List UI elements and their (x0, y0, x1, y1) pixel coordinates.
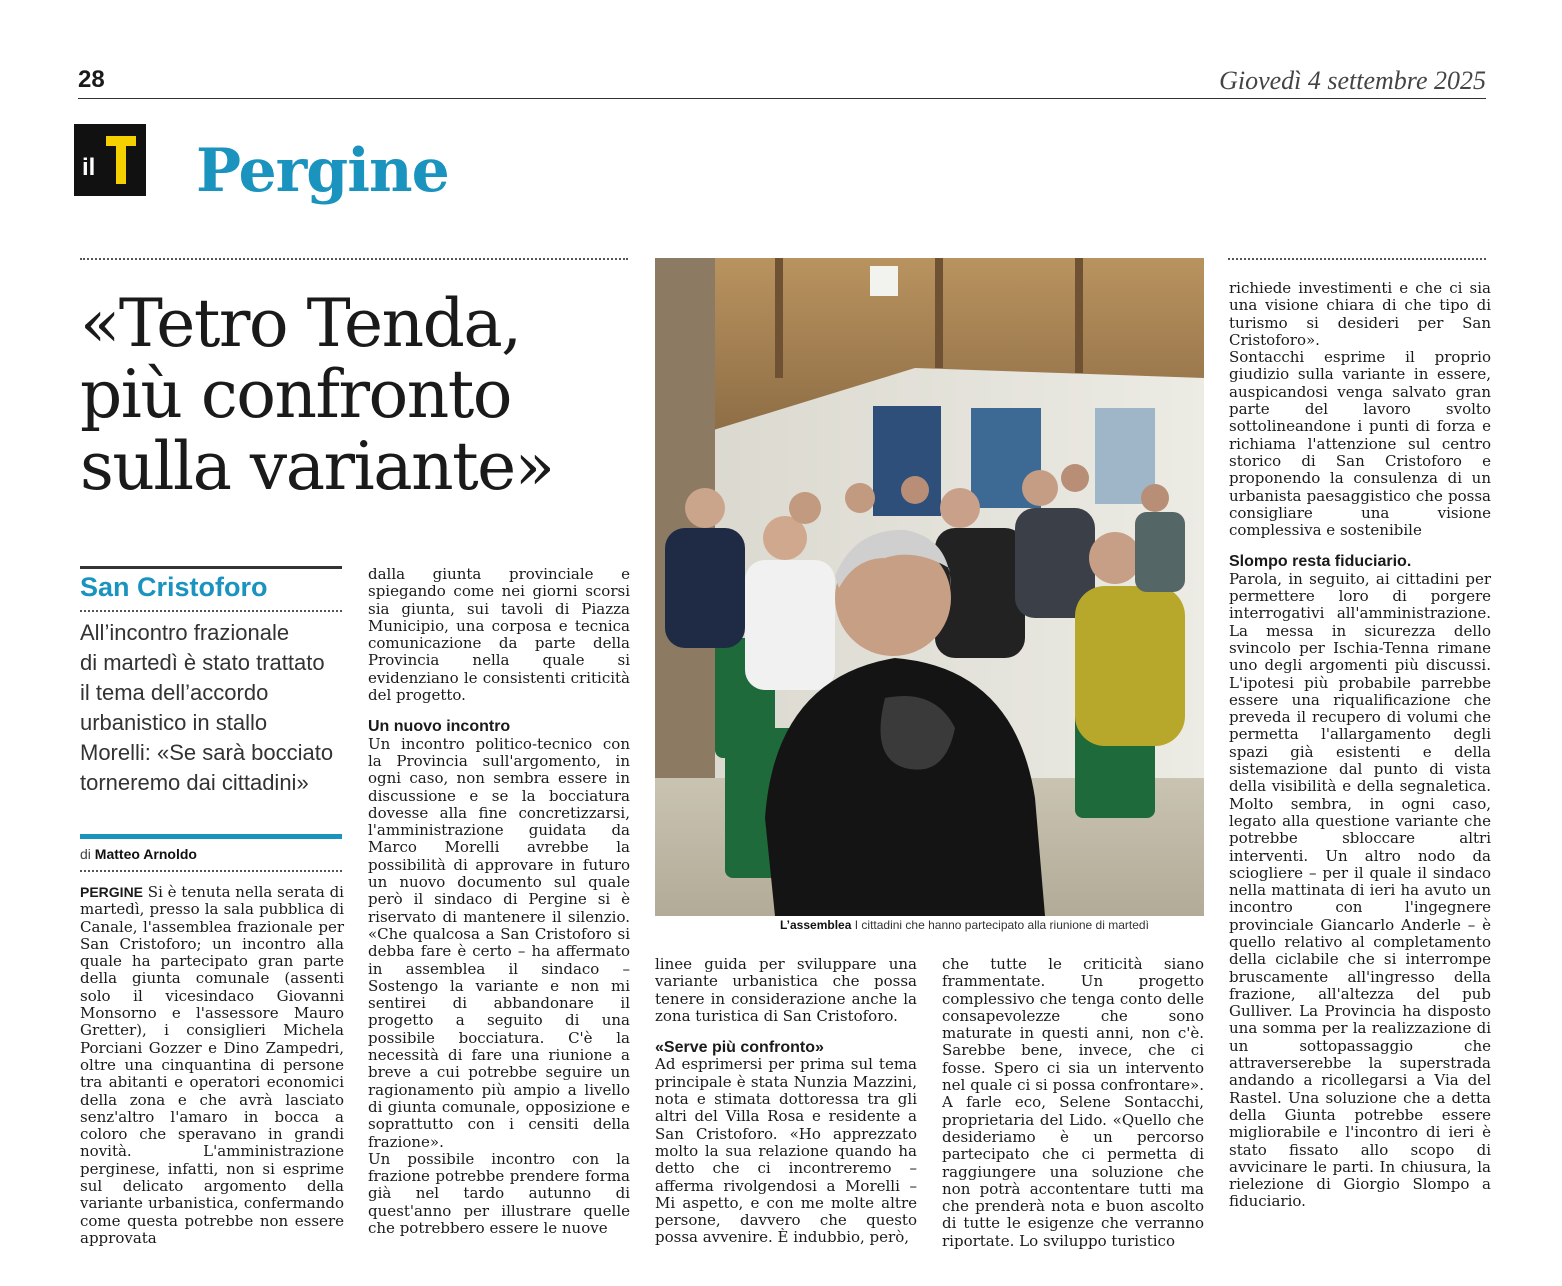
column-divider (1228, 258, 1486, 260)
newspaper-logo (74, 124, 146, 196)
header-rule (78, 98, 1486, 99)
body-paragraph: Ad esprimersi per prima sul tema principale è stata Nunzia Mazzini, nota e stimata dottoressa tra gli altri del Villa Rosa e residente a San Cristoforo. «Ho apprezzato molto la sua relazione quando ha detto che ci incontreremo – afferma rivolgendosi a Morelli – Mi aspetto, e con me molte altre persone, davvero che questo possa avvenire. È indubbio, però, (655, 1055, 917, 1247)
kicker-divider (80, 610, 342, 612)
article-column-3 (655, 956, 917, 1247)
deck-line: urbanistico in stallo (80, 710, 268, 735)
body-paragraph: linee guida per sviluppare una variante urbanistica che possa tenere in considerazione anche la zona turistica di San Cristoforo. (655, 955, 917, 1025)
body-text: Si è tenuta nella serata di martedì, presso la sala pubblica di Canale, l'assemblea frazionale per San Cristoforo; un incontro alla quale ha partecipato gran parte della giunta comunale (assenti solo il vicesindaco Giovanni Monsorno e l'assessore Mauro Gretter), i consiglieri Michela Porciani Gozzer e Dino Zampedri, oltre una cinquantina di persone tra abitanti e operatori economici della zona e che avrà lasciato senz'altro l'amaro in bocca a coloro che speravano in grandi novità. L'amministrazione perginese, infatti, non si esprime sul delicato argomento della variante urbanistica, confermando come questa potrebbe non essere approvata (80, 883, 344, 1247)
logo-t-stem (116, 136, 126, 184)
body-paragraph: Un incontro politico-tecnico con la Provincia sull'argomento, in ogni caso, non sembra essere in discussione e se la bocciatura dovesse alla fine concretizzarsi, l'amministrazione guidata da Marco Morelli avrebbe la possibilità di approvare in futuro un nuovo documento sul quale però il sindaco di Pergine si è riservato di mantenere il silenzio. «Che qualcosa a San Cristoforo si debba fare è certo – ha affermato in assemblea il sindaco – Sostengo la variante e non mi sentirei di abbandonare il progetto a seguito di una possibile bocciatura. C'è la necessità di fare una riunione a breve a cui potrebbe seguire un ragionamento più ampio a livello di giunta comunale, opposizione e soprattutto con i censiti della frazione». (368, 734, 630, 1151)
deck (80, 618, 346, 798)
deck-line: torneremo dai cittadini» (80, 770, 309, 795)
section-title: Pergine (196, 136, 449, 206)
dateline: PERGINE (80, 884, 144, 900)
kicker-rule (80, 566, 342, 569)
headline (80, 285, 640, 505)
photo-illustration (655, 258, 1204, 916)
body-paragraph: che tutte le criticità siano frammentate. Un progetto complessivo che tenga conto delle consapevolezze che sono maturate in questi anni, non c'è. Sarebbe bene, invece, che ci fosse. Spero ci sia un intervento nel quale ci si possa confrontare». A farle eco, Selene Sontacchi, proprietaria del Lido. «Quello che desideriamo è un percorso partecipato che ci permetta di raggiungere una soluzione che non potrà accontentare tutti ma che prenderà nota e buon ascolto di tutte le esigenze che verranno riportate. Lo sviluppo turistico (942, 955, 1204, 1250)
article-column-1 (80, 884, 344, 1247)
byline-prefix: di (80, 846, 91, 862)
page-number: 28 (78, 66, 105, 93)
body-paragraph: Sontacchi esprime il proprio giudizio sulla variante in essere, auspicandosi venga salvato gran parte del lavoro svolto sottolineandone i punti di forza e richiama l'attenzione sul centro storico di San Cristoforo e proponendo la consulenza di un urbanista paesaggistico che possa consigliare una visione complessiva e sostenibile (1229, 348, 1491, 540)
subheading: Un nuovo incontro (368, 718, 511, 736)
deck-line: il tema dell’accordo (80, 680, 269, 705)
deck-line: All’incontro frazionale (80, 620, 290, 645)
issue-date: Giovedì 4 settembre 2025 (1219, 66, 1486, 95)
photo-caption (780, 918, 1149, 932)
headline-line: «Tetro Tenda, (80, 285, 521, 362)
byline-rule (80, 834, 342, 839)
headline-line: sulla variante» (80, 427, 554, 505)
article-photo (655, 258, 1204, 916)
caption-label: L’assemblea (780, 918, 852, 932)
headline-line: più confronto (80, 356, 512, 434)
article-column-4 (942, 956, 1204, 1250)
author-name: Matteo Arnoldo (94, 846, 197, 862)
body-paragraph (80, 884, 344, 1247)
headline-divider (80, 258, 628, 260)
logo-text: il (82, 154, 96, 181)
article-column-5 (1229, 280, 1491, 1211)
deck-line: di martedì è stato trattato (80, 650, 325, 675)
body-paragraph: Un possibile incontro con la frazione potrebbe prendere forma già nel tardo autunno di quest'anno per illustrare quelle che potrebbero essere le nuove (368, 1149, 630, 1237)
byline (80, 846, 197, 862)
body-paragraph: richiede investimenti e che ci sia una visione chiara di che tipo di turismo si desideri per San Cristoforo». (1229, 279, 1491, 349)
subheading: Slompo resta fiduciario. (1229, 553, 1412, 571)
caption-text: I cittadini che hanno partecipato alla riunione di martedì (854, 918, 1149, 932)
body-paragraph: dalla giunta provinciale e spiegando come nei giorni scorsi sia giunta, sui tavoli di Piazza Municipio, una corposa e tecnica comunicazione da parte della Provincia nella quale si evidenziano le consistenti criticità del progetto. (368, 565, 630, 705)
deck-line: Morelli: «Se sarà bocciato (80, 740, 334, 765)
kicker: San Cristoforo (80, 572, 268, 602)
subheading: «Serve più confronto» (655, 1039, 824, 1057)
body-paragraph: Parola, in seguito, ai cittadini per permettere loro di porgere interrogativi all'amministrazione. La messa in sicurezza dello svincolo per Ischia-Tenna rimane uno degli argomenti più discussi. L'ipotesi più probabile parrebbe essere una riqualificazione che preveda il recupero di volumi che permetta l'allargamento degli spazi già esistenti e della sistemazione dal punto di vista della visibilità e della segnaletica. Molto sembra, in ogni caso, legato alla questione variante che potrebbe sbloccare altri interventi. Un altro nodo da sciogliere – per il quale il sindaco nella mattinata di ieri ha avuto un incontro con l'ingegnere provinciale Giancarlo Anderle – è quello relativo al completamento della ciclabile che si interrompe bruscamente all'ingresso della frazione, all'altezza del pub Gulliver. La Provincia ha disposto una somma per la realizzazione di un sottopassaggio che attraverserebbe la superstrada andando a ricollegarsi a Via del Rastel. Una soluzione che a detta della Giunta potrebbe essere migliorabile e l'incontro di ieri è stato fissato allo scopo di avvicinare le parti. In chiusura, la rielezione di Giorgio Slompo a fiduciario. (1229, 569, 1491, 1211)
byline-divider (80, 870, 342, 872)
article-column-2 (368, 566, 630, 1237)
